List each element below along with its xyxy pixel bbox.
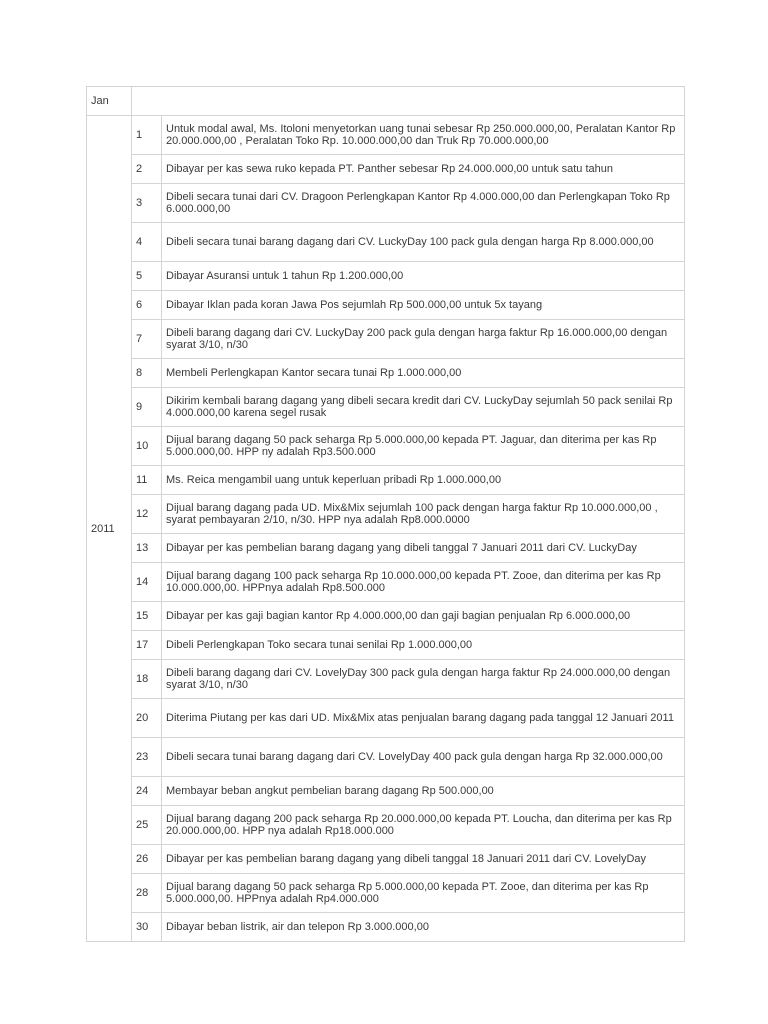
table-row (87, 602, 685, 631)
description-cell: Dibeli barang dagang dari CV. LovelyDay 300 pack gula dengan harga faktur Rp 24.000.000,00 dengan syarat 3/10, n/30 (162, 660, 685, 699)
table-row (87, 631, 685, 660)
table-row (87, 320, 685, 359)
header-empty-cell (132, 87, 685, 116)
description-cell: Dibeli barang dagang dari CV. LuckyDay 200 pack gula dengan harga faktur Rp 16.000.000,00 dengan syarat 3/10, n/30 (162, 320, 685, 359)
description-cell: Ms. Reica mengambil uang untuk keperluan pribadi Rp 1.000.000,00 (162, 466, 685, 495)
description-cell: Dijual barang dagang pada UD. Mix&Mix sejumlah 100 pack dengan harga faktur Rp 10.000.000,00 , syarat pembayaran 2/10, n/30. HPP nya adalah Rp8.000.0000 (162, 495, 685, 534)
year-cell (87, 116, 132, 942)
description-cell: Dibeli secara tunai dari CV. Dragoon Perlengkapan Kantor Rp 4.000.000,00 dan Perlengkapan Toko Rp 6.000.000,00 (162, 184, 685, 223)
table-row (87, 738, 685, 777)
description-cell: Diterima Piutang per kas dari UD. Mix&Mix atas penjualan barang dagang pada tanggal 12 Januari 2011 (162, 699, 685, 738)
table-row (87, 495, 685, 534)
table-row (87, 660, 685, 699)
description-cell: Dibayar beban listrik, air dan telepon Rp 3.000.000,00 (162, 913, 685, 942)
description-cell: Dibayar per kas pembelian barang dagang yang dibeli tanggal 18 Januari 2011 dari CV. LovelyDay (162, 845, 685, 874)
day-cell: 10 (132, 427, 162, 466)
day-cell: 12 (132, 495, 162, 534)
day-cell: 23 (132, 738, 162, 777)
table-row (87, 806, 685, 845)
table-row (87, 359, 685, 388)
day-cell: 11 (132, 466, 162, 495)
description-cell: Dibayar per kas gaji bagian kantor Rp 4.000.000,00 dan gaji bagian penjualan Rp 6.000.000,00 (162, 602, 685, 631)
year-label: 2011 (91, 522, 115, 535)
description-cell: Dibayar Asuransi untuk 1 tahun Rp 1.200.000,00 (162, 262, 685, 291)
table-row (87, 262, 685, 291)
description-cell: Membeli Perlengkapan Kantor secara tunai Rp 1.000.000,00 (162, 359, 685, 388)
transactions-table (86, 86, 685, 942)
description-cell: Membayar beban angkut pembelian barang dagang Rp 500.000,00 (162, 777, 685, 806)
table-row (87, 534, 685, 563)
table-row (87, 427, 685, 466)
table-row (87, 223, 685, 262)
description-cell: Dijual barang dagang 50 pack seharga Rp 5.000.000,00 kepada PT. Zooe, dan diterima per kas Rp 5.000.000,00. HPPnya adalah Rp4.000.000 (162, 874, 685, 913)
day-cell: 17 (132, 631, 162, 660)
description-cell: Dibayar Iklan pada koran Jawa Pos sejumlah Rp 500.000,00 untuk 5x tayang (162, 291, 685, 320)
month-label: Jan (87, 87, 132, 116)
day-cell: 20 (132, 699, 162, 738)
day-cell: 6 (132, 291, 162, 320)
day-cell: 3 (132, 184, 162, 223)
table-row (87, 116, 685, 155)
description-cell: Dibayar per kas pembelian barang dagang yang dibeli tanggal 7 Januari 2011 dari CV. LuckyDay (162, 534, 685, 563)
table-row (87, 291, 685, 320)
day-cell: 9 (132, 388, 162, 427)
table-row (87, 845, 685, 874)
table-row (87, 563, 685, 602)
description-cell: Dibeli Perlengkapan Toko secara tunai senilai Rp 1.000.000,00 (162, 631, 685, 660)
description-cell: Dibeli secara tunai barang dagang dari CV. LovelyDay 400 pack gula dengan harga Rp 32.000.000,00 (162, 738, 685, 777)
table-row (87, 466, 685, 495)
description-cell: Dijual barang dagang 100 pack seharga Rp 10.000.000,00 kepada PT. Zooe, dan diterima per kas Rp 10.000.000,00. HPPnya adalah Rp8.500.000 (162, 563, 685, 602)
day-cell: 24 (132, 777, 162, 806)
day-cell: 1 (132, 116, 162, 155)
description-cell: Dibeli secara tunai barang dagang dari CV. LuckyDay 100 pack gula dengan harga Rp 8.000.000,00 (162, 223, 685, 262)
table-row (87, 913, 685, 942)
description-cell: Dijual barang dagang 200 pack seharga Rp 20.000.000,00 kepada PT. Loucha, dan diterima per kas Rp 20.000.000,00. HPP nya adalah Rp18.000.000 (162, 806, 685, 845)
day-cell: 8 (132, 359, 162, 388)
day-cell: 26 (132, 845, 162, 874)
table-row (87, 699, 685, 738)
day-cell: 7 (132, 320, 162, 359)
description-cell: Dibayar per kas sewa ruko kepada PT. Panther sebesar Rp 24.000.000,00 untuk satu tahun (162, 155, 685, 184)
day-cell: 25 (132, 806, 162, 845)
day-cell: 2 (132, 155, 162, 184)
day-cell: 5 (132, 262, 162, 291)
description-cell: Untuk modal awal, Ms. Itoloni menyetorkan uang tunai sebesar Rp 250.000.000,00, Peralatan Kantor Rp 20.000.000,00 , Peralatan Toko Rp. 10.000.000,00 dan Truk Rp 70.000.000,00 (162, 116, 685, 155)
description-cell: Dijual barang dagang 50 pack seharga Rp 5.000.000,00 kepada PT. Jaguar, dan diterima per kas Rp 5.000.000,00. HPP ny adalah Rp3.500.000 (162, 427, 685, 466)
table-row (87, 155, 685, 184)
table-row (87, 777, 685, 806)
description-cell: Dikirim kembali barang dagang yang dibeli secara kredit dari CV. LuckyDay sejumlah 50 pack senilai Rp 4.000.000,00 karena segel rusak (162, 388, 685, 427)
day-cell: 15 (132, 602, 162, 631)
table-row (87, 184, 685, 223)
table-row (87, 388, 685, 427)
table-row (87, 874, 685, 913)
day-cell: 30 (132, 913, 162, 942)
day-cell: 13 (132, 534, 162, 563)
day-cell: 18 (132, 660, 162, 699)
day-cell: 4 (132, 223, 162, 262)
table-header-row (87, 87, 685, 116)
day-cell: 14 (132, 563, 162, 602)
day-cell: 28 (132, 874, 162, 913)
